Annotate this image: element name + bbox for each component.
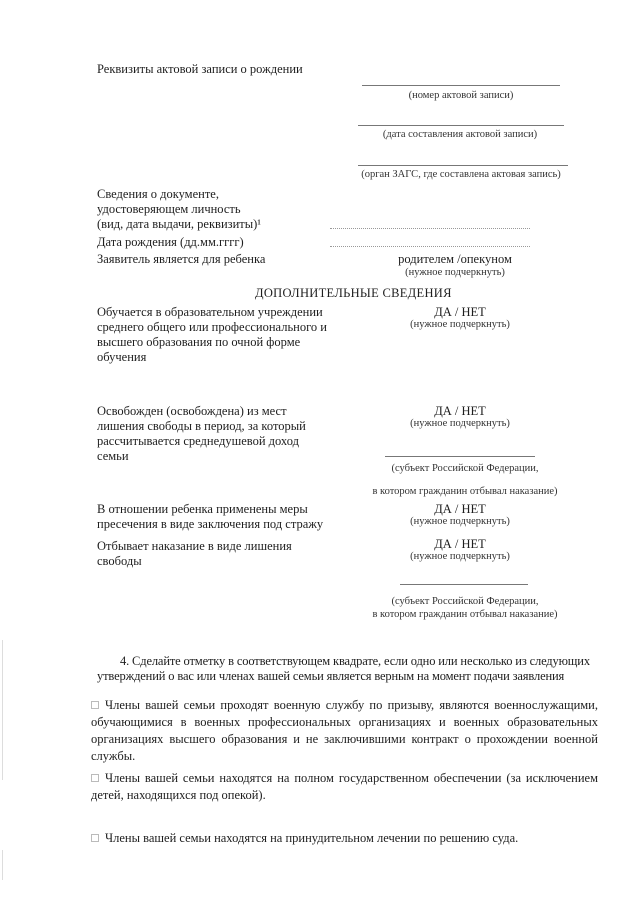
- q2-subject-caption: в котором гражданин отбывал наказание): [372, 486, 558, 497]
- q4-subject-line[interactable]: [400, 584, 528, 585]
- q2-label: лишения свободы в период, за который: [97, 419, 306, 433]
- identity-label: удостоверяющем личность: [97, 202, 241, 216]
- q2-label: семьи: [97, 449, 129, 463]
- birth-record-title: Реквизиты актовой записи о рождении: [97, 62, 303, 76]
- scan-edge: [2, 850, 3, 880]
- q3-label: пресечения в виде заключения под стражу: [97, 517, 324, 531]
- q2-yes-no-choice[interactable]: ДА / НЕТ: [434, 404, 486, 418]
- q3-hint: (нужное подчеркнуть): [410, 516, 510, 527]
- record-date-line[interactable]: [358, 125, 564, 126]
- q1-label: среднего общего или профессионального и: [97, 320, 327, 334]
- q4-subject-caption: в котором гражданин отбывал наказание): [372, 609, 558, 620]
- option-compulsory-treatment: Члены вашей семьи находятся на принудительном лечении по решению суда.: [105, 831, 519, 845]
- q1-label: Обучается в образовательном учреждении: [97, 305, 323, 319]
- q1-label: высшего образования по очной форме: [97, 335, 301, 349]
- option-military-service: Члены вашей семьи проходят военную службу по призыву, являются военнослужащими, обучающимися в военных профессиональных организациях и военных образовательных организациях высшего образования и не заключившими контракт о прохождении военной службы.: [91, 698, 598, 763]
- q4-label: Отбывает наказание в виде лишения: [97, 539, 292, 553]
- q1-label: обучения: [97, 350, 147, 364]
- option-state-support: Члены вашей семьи находятся на полном государственном обеспечении (за исключением детей, находящихся под опекой).: [91, 771, 598, 802]
- q4-label: свободы: [97, 554, 142, 568]
- q4-yes-no-choice[interactable]: ДА / НЕТ: [434, 537, 486, 551]
- q2-hint: (нужное подчеркнуть): [410, 418, 510, 429]
- applicant-hint: (нужное подчеркнуть): [405, 267, 505, 278]
- record-date-caption: (дата составления актовой записи): [382, 129, 538, 140]
- q4-hint: (нужное подчеркнуть): [410, 551, 510, 562]
- registry-office-line[interactable]: [358, 165, 568, 166]
- q1-yes-no-choice[interactable]: ДА / НЕТ: [434, 305, 486, 319]
- q2-label: рассчитывается среднедушевой доход: [97, 434, 299, 448]
- q4-subject-caption: (субъект Российской Федерации,: [391, 596, 539, 607]
- identity-label: Сведения о документе,: [97, 187, 219, 201]
- q2-subject-line[interactable]: [385, 456, 535, 457]
- identity-document-field[interactable]: [330, 228, 530, 229]
- q2-subject-caption: (субъект Российской Федерации,: [391, 463, 539, 474]
- record-number-line[interactable]: [362, 85, 560, 86]
- record-number-caption: (номер актовой записи): [408, 90, 514, 101]
- section4-intro: утверждений о вас или членах вашей семьи является верным на момент подачи заявления: [97, 669, 565, 683]
- identity-label: (вид, дата выдачи, реквизиты)¹: [97, 217, 262, 231]
- q3-label: В отношении ребенка применены меры: [97, 502, 308, 516]
- birth-date-label: Дата рождения (дд.мм.гггг): [97, 235, 244, 249]
- registry-office-caption: (орган ЗАГС, где составлена актовая запись): [361, 169, 561, 180]
- section4-intro: 4. Сделайте отметку в соответствующем квадрате, если одно или несколько из следующих: [120, 654, 590, 668]
- birth-date-field[interactable]: [330, 246, 530, 247]
- q1-hint: (нужное подчеркнуть): [410, 319, 510, 330]
- applicant-label: Заявитель является для ребенка: [97, 252, 266, 266]
- scan-edge: [2, 640, 3, 780]
- q3-yes-no-choice[interactable]: ДА / НЕТ: [434, 502, 486, 516]
- applicant-role-choice[interactable]: родителем /опекуном: [398, 252, 512, 266]
- additional-info-heading: ДОПОЛНИТЕЛЬНЫЕ СВЕДЕНИЯ: [255, 286, 452, 300]
- q2-label: Освобожден (освобождена) из мест: [97, 404, 287, 418]
